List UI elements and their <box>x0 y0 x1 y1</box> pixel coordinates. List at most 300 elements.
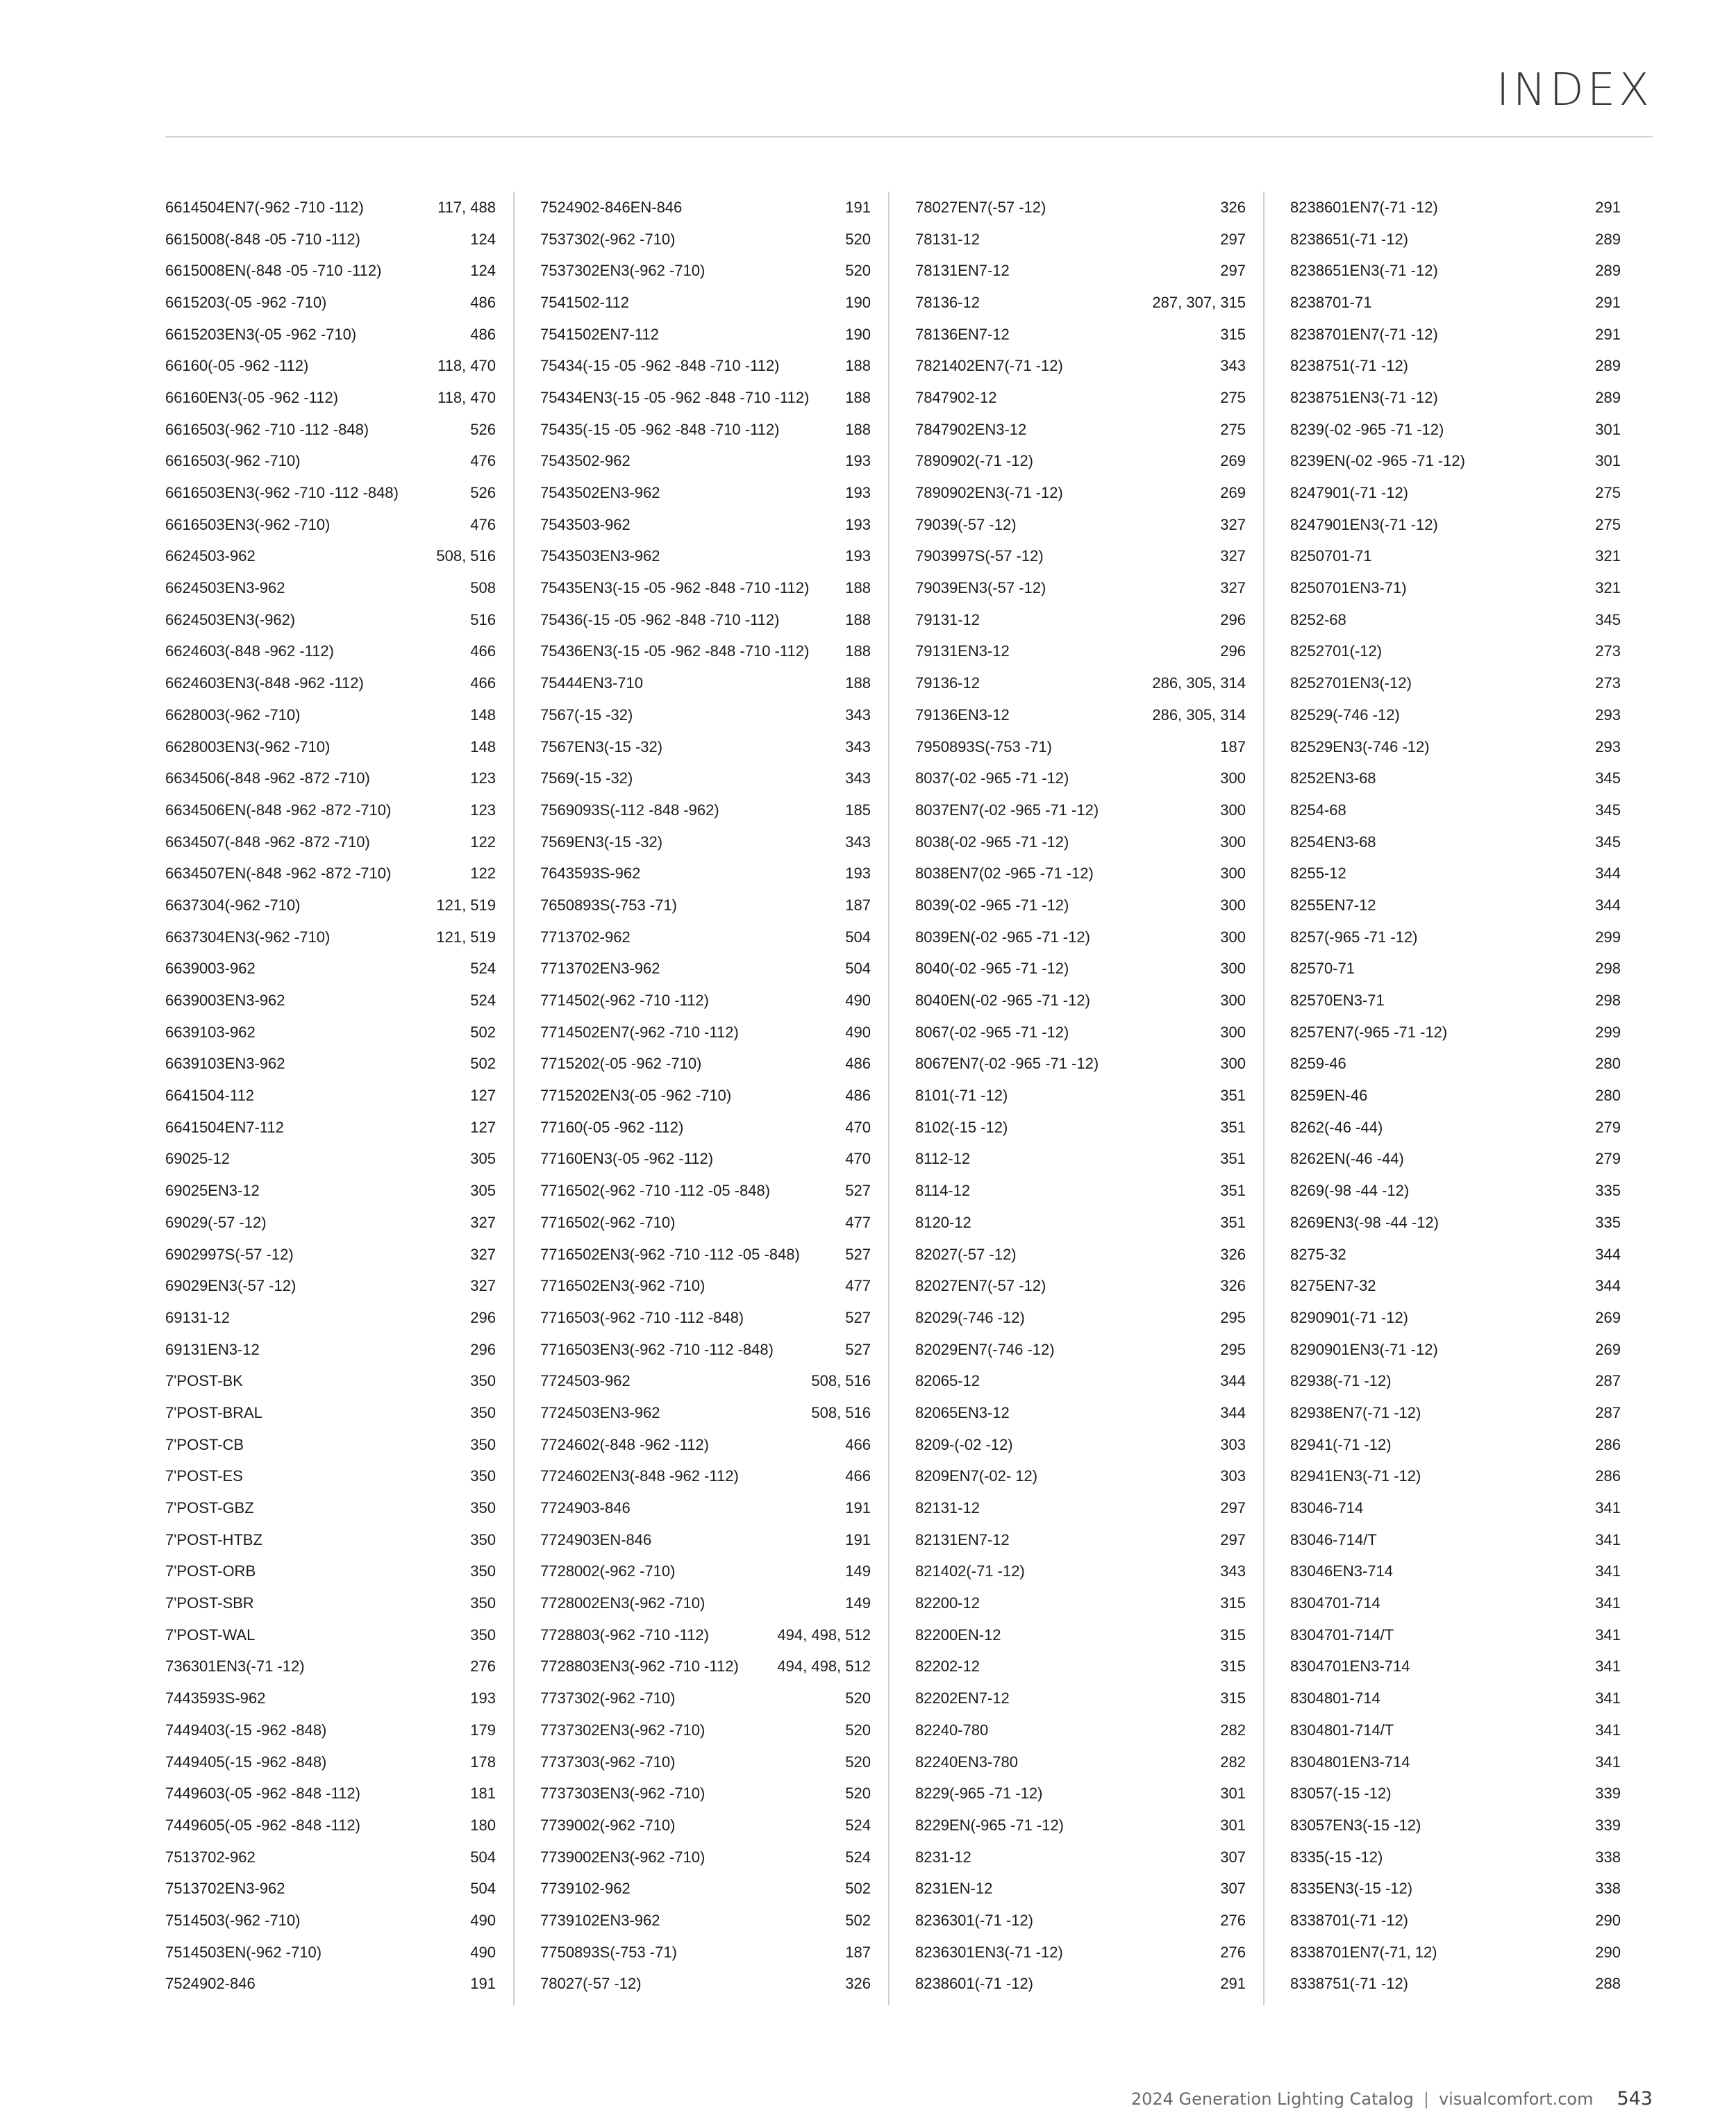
entry-page: 327 <box>1220 579 1246 597</box>
entry-page: 291 <box>1595 198 1621 216</box>
entry-page: 300 <box>1220 1055 1246 1073</box>
index-entry <box>540 1651 871 1683</box>
entry-sku: 82200EN-12 <box>915 1626 1001 1644</box>
entry-page: 188 <box>845 642 871 660</box>
index-entry <box>165 636 496 668</box>
entry-page: 121, 519 <box>436 896 496 914</box>
entry-sku: 8238651EN3(-71 -12) <box>1290 262 1438 280</box>
entry-sku: 8252701(-12) <box>1290 642 1383 660</box>
entry-page: 343 <box>845 833 871 851</box>
index-entry <box>165 1144 496 1176</box>
index-entry <box>915 1270 1246 1302</box>
index-entry <box>540 667 871 699</box>
entry-sku: 8039(-02 -965 -71 -12) <box>915 896 1069 914</box>
entry-sku: 6614504EN7(-962 -710 -112) <box>165 198 364 216</box>
entry-page: 307 <box>1220 1880 1246 1898</box>
index-entry <box>165 1746 496 1778</box>
index-entry <box>165 541 496 573</box>
entry-page: 476 <box>470 452 496 470</box>
entry-sku: 8252EN3-68 <box>1290 769 1376 787</box>
entry-sku: 82027EN7(-57 -12) <box>915 1277 1046 1295</box>
entry-page: 290 <box>1595 1943 1621 1961</box>
entry-sku: 8067(-02 -965 -71 -12) <box>915 1023 1069 1041</box>
entry-page: 269 <box>1595 1308 1621 1326</box>
index-entry <box>1290 446 1621 478</box>
index-entry <box>165 1461 496 1493</box>
index-entry <box>1290 1080 1621 1112</box>
entry-sku: 8236301(-71 -12) <box>915 1911 1034 1929</box>
entry-sku: 7716502(-962 -710) <box>540 1213 676 1231</box>
entry-page: 527 <box>845 1308 871 1326</box>
index-entry <box>1290 1049 1621 1080</box>
entry-sku: 82065EN3-12 <box>915 1403 1010 1421</box>
entry-sku: 79039EN3(-57 -12) <box>915 579 1046 597</box>
index-entry <box>915 541 1246 573</box>
entry-page: 350 <box>470 1626 496 1644</box>
entry-sku: 6616503(-962 -710) <box>165 452 301 470</box>
entry-sku: 8269(-98 -44 -12) <box>1290 1182 1410 1200</box>
entry-sku: 83046-714/T <box>1290 1530 1377 1548</box>
entry-sku: 7'POST-ORB <box>165 1562 256 1580</box>
index-entry <box>915 1873 1246 1905</box>
entry-page: 490 <box>470 1911 496 1929</box>
index-entry <box>165 826 496 858</box>
entry-page: 350 <box>470 1594 496 1612</box>
entry-sku: 8040EN(-02 -965 -71 -12) <box>915 992 1090 1010</box>
entry-page: 297 <box>1220 230 1246 248</box>
index-entry <box>1290 414 1621 446</box>
entry-page: 297 <box>1220 1530 1246 1548</box>
index-entry <box>165 224 496 256</box>
entry-sku: 6615203EN3(-05 -962 -710) <box>165 325 357 343</box>
index-entry <box>1290 1112 1621 1144</box>
index-entry <box>1290 731 1621 763</box>
entry-sku: 7'POST-WAL <box>165 1626 256 1644</box>
index-entry <box>1290 1334 1621 1366</box>
index-entry <box>540 509 871 541</box>
index-entry <box>915 1905 1246 1937</box>
entry-page: 508, 516 <box>811 1372 871 1390</box>
entry-sku: 7821402EN7(-71 -12) <box>915 357 1063 375</box>
entry-page: 191 <box>845 1530 871 1548</box>
entry-sku: 7739002EN3(-962 -710) <box>540 1848 706 1866</box>
entry-page: 502 <box>845 1911 871 1929</box>
entry-sku: 7715202EN3(-05 -962 -710) <box>540 1087 732 1105</box>
index-entry <box>165 1778 496 1810</box>
entry-sku: 7449603(-05 -962 -848 -112) <box>165 1785 360 1803</box>
entry-sku: 75436EN3(-15 -05 -962 -848 -710 -112) <box>540 642 810 660</box>
entry-sku: 82570-71 <box>1290 960 1355 978</box>
index-entry <box>915 1080 1246 1112</box>
entry-sku: 8038EN7(02 -965 -71 -12) <box>915 864 1094 883</box>
entry-page: 123 <box>470 801 496 819</box>
entry-sku: 8229EN(-965 -71 -12) <box>915 1816 1065 1834</box>
entry-page: 502 <box>470 1055 496 1073</box>
entry-sku: 8250701EN3-71) <box>1290 579 1407 597</box>
entry-page: 287 <box>1595 1372 1621 1390</box>
entry-sku: 8304801EN3-714 <box>1290 1753 1410 1771</box>
index-entry <box>540 953 871 985</box>
index-entry <box>915 1365 1246 1397</box>
index-entry <box>540 762 871 794</box>
entry-sku: 7569093S(-112 -848 -962) <box>540 801 719 819</box>
index-entry <box>915 1746 1246 1778</box>
entry-page: 300 <box>1220 960 1246 978</box>
index-entry <box>1290 1714 1621 1746</box>
entry-sku: 8304701EN3-714 <box>1290 1657 1410 1676</box>
entry-page: 508, 516 <box>811 1403 871 1421</box>
index-entry <box>1290 319 1621 351</box>
index-entry <box>540 572 871 604</box>
entry-sku: 6624503EN3-962 <box>165 579 285 597</box>
entry-sku: 7724503EN3-962 <box>540 1403 660 1421</box>
entry-sku: 7737302(-962 -710) <box>540 1689 676 1707</box>
entry-page: 273 <box>1595 674 1621 692</box>
index-entry <box>540 731 871 763</box>
index-entry <box>165 985 496 1017</box>
entry-sku: 75434(-15 -05 -962 -848 -710 -112) <box>540 357 780 375</box>
index-entry <box>1290 858 1621 889</box>
entry-sku: 7567EN3(-15 -32) <box>540 737 663 755</box>
entry-sku: 75436(-15 -05 -962 -848 -710 -112) <box>540 610 780 628</box>
entry-sku: 8039EN(-02 -965 -71 -12) <box>915 928 1090 946</box>
entry-sku: 82941(-71 -12) <box>1290 1435 1392 1453</box>
entry-sku: 7449403(-15 -962 -848) <box>165 1721 327 1739</box>
index-entry <box>915 731 1246 763</box>
entry-sku: 8255EN7-12 <box>1290 896 1376 914</box>
index-entry <box>165 858 496 889</box>
entry-sku: 7541502-112 <box>540 293 630 311</box>
entry-sku: 7728002(-962 -710) <box>540 1562 676 1580</box>
index-entry <box>165 350 496 382</box>
entry-sku: 7'POST-HTBZ <box>165 1530 262 1548</box>
index-entry <box>165 1334 496 1366</box>
index-entry <box>540 1049 871 1080</box>
entry-sku: 7728002EN3(-962 -710) <box>540 1594 706 1612</box>
entry-sku: 6637304(-962 -710) <box>165 896 301 914</box>
index-entry <box>540 1239 871 1271</box>
entry-page: 122 <box>470 833 496 851</box>
index-entry <box>165 1049 496 1080</box>
entry-page: 190 <box>845 325 871 343</box>
index-entry <box>540 1556 871 1588</box>
entry-sku: 8236301EN3(-71 -12) <box>915 1943 1063 1961</box>
entry-page: 350 <box>470 1467 496 1485</box>
entry-sku: 82529(-746 -12) <box>1290 705 1400 724</box>
entry-sku: 82529EN3(-746 -12) <box>1290 737 1430 755</box>
index-entry <box>165 1524 496 1556</box>
index-entry <box>540 446 871 478</box>
index-entry <box>1290 1144 1621 1176</box>
index-entry <box>165 1682 496 1714</box>
index-entry <box>915 1397 1246 1429</box>
entry-sku: 7737303EN3(-962 -710) <box>540 1785 706 1803</box>
index-column-2 <box>540 192 871 2000</box>
entry-page: 466 <box>470 642 496 660</box>
entry-sku: 7714502EN7(-962 -710 -112) <box>540 1023 739 1041</box>
index-entry <box>915 350 1246 382</box>
entry-sku: 82029(-746 -12) <box>915 1308 1025 1326</box>
entry-page: 149 <box>845 1562 871 1580</box>
index-entry <box>540 319 871 351</box>
index-entry <box>915 1017 1246 1049</box>
entry-sku: 8120-12 <box>915 1213 971 1231</box>
index-entry <box>1290 1429 1621 1461</box>
entry-page: 466 <box>845 1467 871 1485</box>
entry-page: 286 <box>1595 1467 1621 1485</box>
entry-page: 338 <box>1595 1880 1621 1898</box>
entry-page: 295 <box>1220 1308 1246 1326</box>
entry-page: 466 <box>470 674 496 692</box>
entry-sku: 6639003-962 <box>165 960 256 978</box>
entry-page: 476 <box>470 515 496 533</box>
index-entry <box>915 509 1246 541</box>
index-entry <box>165 1651 496 1683</box>
entry-sku: 8114-12 <box>915 1182 971 1200</box>
entry-page: 300 <box>1220 833 1246 851</box>
index-entry <box>915 1429 1246 1461</box>
entry-page: 287, 307, 315 <box>1152 293 1246 311</box>
entry-page: 269 <box>1220 484 1246 502</box>
entry-page: 524 <box>845 1816 871 1834</box>
entry-sku: 7847902-12 <box>915 388 997 406</box>
entry-page: 321 <box>1595 547 1621 565</box>
entry-page: 527 <box>845 1182 871 1200</box>
entry-sku: 8304701-714 <box>1290 1594 1380 1612</box>
entry-sku: 69029(-57 -12) <box>165 1213 267 1231</box>
entry-page: 339 <box>1595 1816 1621 1834</box>
footer-catalog: 2024 Generation Lighting Catalog <box>1130 2089 1414 2109</box>
entry-page: 343 <box>1220 1562 1246 1580</box>
entry-sku: 7903997S(-57 -12) <box>915 547 1044 565</box>
index-entry <box>1290 1365 1621 1397</box>
index-entry <box>165 604 496 636</box>
entry-page: 127 <box>470 1118 496 1136</box>
index-entry <box>915 572 1246 604</box>
entry-sku: 8231-12 <box>915 1848 971 1866</box>
index-entry <box>1290 1682 1621 1714</box>
entry-sku: 7643593S-962 <box>540 864 641 883</box>
entry-sku: 7715202(-05 -962 -710) <box>540 1055 702 1073</box>
index-entry <box>915 1587 1246 1619</box>
entry-sku: 7714502(-962 -710 -112) <box>540 992 709 1010</box>
entry-sku: 8238601(-71 -12) <box>915 1975 1034 1993</box>
entry-sku: 77160(-05 -962 -112) <box>540 1118 684 1136</box>
entry-sku: 6634506(-848 -962 -872 -710) <box>165 769 370 787</box>
entry-sku: 7543502-962 <box>540 452 631 470</box>
index-entry <box>1290 699 1621 731</box>
entry-page: 504 <box>470 1848 496 1866</box>
index-entry <box>915 1937 1246 1969</box>
index-entry <box>540 794 871 826</box>
entry-page: 296 <box>1220 642 1246 660</box>
entry-page: 279 <box>1595 1150 1621 1168</box>
entry-page: 180 <box>470 1816 496 1834</box>
entry-sku: 77160EN3(-05 -962 -112) <box>540 1150 714 1168</box>
entry-page: 470 <box>845 1150 871 1168</box>
index-entry <box>540 1682 871 1714</box>
entry-page: 289 <box>1595 230 1621 248</box>
index-entry <box>915 699 1246 731</box>
entry-page: 520 <box>845 1689 871 1707</box>
index-entry <box>165 1492 496 1524</box>
entry-page: 188 <box>845 610 871 628</box>
entry-page: 351 <box>1220 1118 1246 1136</box>
index-entry <box>165 1841 496 1873</box>
entry-page: 344 <box>1595 864 1621 883</box>
index-entry <box>915 921 1246 953</box>
entry-page: 289 <box>1595 262 1621 280</box>
entry-page: 122 <box>470 864 496 883</box>
entry-page: 520 <box>845 230 871 248</box>
entry-sku: 8101(-71 -12) <box>915 1087 1008 1105</box>
index-entry <box>915 1492 1246 1524</box>
index-entry <box>1290 287 1621 319</box>
entry-page: 345 <box>1595 833 1621 851</box>
index-entry <box>1290 1619 1621 1651</box>
entry-page: 321 <box>1595 579 1621 597</box>
index-entry <box>165 889 496 921</box>
entry-page: 275 <box>1220 388 1246 406</box>
index-entry <box>540 1365 871 1397</box>
entry-page: 280 <box>1595 1087 1621 1105</box>
entry-page: 351 <box>1220 1182 1246 1200</box>
index-entry <box>165 319 496 351</box>
index-entry <box>915 1714 1246 1746</box>
entry-page: 290 <box>1595 1911 1621 1929</box>
index-entry <box>540 985 871 1017</box>
entry-sku: 7724903-846 <box>540 1499 631 1517</box>
entry-page: 286, 305, 314 <box>1152 674 1246 692</box>
entry-page: 490 <box>845 1023 871 1041</box>
entry-page: 524 <box>845 1848 871 1866</box>
entry-page: 350 <box>470 1372 496 1390</box>
entry-page: 293 <box>1595 705 1621 724</box>
index-entry <box>1290 541 1621 573</box>
footer-website[interactable]: visualcomfort.com <box>1438 2089 1594 2109</box>
entry-page: 298 <box>1595 960 1621 978</box>
entry-sku: 8255-12 <box>1290 864 1346 883</box>
entry-sku: 7716502EN3(-962 -710 -112 -05 -848) <box>540 1245 800 1263</box>
index-entry <box>1290 1778 1621 1810</box>
entry-page: 289 <box>1595 388 1621 406</box>
entry-page: 341 <box>1595 1499 1621 1517</box>
entry-sku: 8338751(-71 -12) <box>1290 1975 1409 1993</box>
index-entry <box>540 1841 871 1873</box>
entry-sku: 6616503EN3(-962 -710) <box>165 515 331 533</box>
entry-sku: 8254-68 <box>1290 801 1346 819</box>
entry-sku: 69029EN3(-57 -12) <box>165 1277 297 1295</box>
entry-page: 502 <box>845 1880 871 1898</box>
index-entry <box>1290 636 1621 668</box>
index-entry <box>1290 255 1621 287</box>
entry-page: 341 <box>1595 1530 1621 1548</box>
entry-page: 191 <box>845 1499 871 1517</box>
index-entry <box>165 1239 496 1271</box>
entry-page: 275 <box>1595 484 1621 502</box>
entry-page: 300 <box>1220 1023 1246 1041</box>
entry-sku: 7443593S-962 <box>165 1689 266 1707</box>
index-entry <box>1290 985 1621 1017</box>
index-entry <box>1290 762 1621 794</box>
entry-sku: 8252701EN3(-12) <box>1290 674 1412 692</box>
index-entry <box>540 1461 871 1493</box>
index-entry <box>540 636 871 668</box>
entry-page: 504 <box>470 1880 496 1898</box>
entry-page: 193 <box>845 484 871 502</box>
entry-sku: 8037EN7(-02 -965 -71 -12) <box>915 801 1099 819</box>
index-entry <box>915 762 1246 794</box>
entry-page: 118, 470 <box>437 357 496 375</box>
entry-page: 179 <box>470 1721 496 1739</box>
entry-sku: 8250701-71 <box>1290 547 1372 565</box>
entry-page: 327 <box>470 1213 496 1231</box>
entry-sku: 8102(-15 -12) <box>915 1118 1008 1136</box>
entry-page: 315 <box>1220 1657 1246 1676</box>
entry-page: 301 <box>1595 420 1621 438</box>
entry-sku: 69025EN3-12 <box>165 1182 260 1200</box>
entry-sku: 8229(-965 -71 -12) <box>915 1785 1043 1803</box>
index-entry <box>915 1302 1246 1334</box>
index-entry <box>915 477 1246 509</box>
entry-sku: 79136EN3-12 <box>915 705 1010 724</box>
index-entry <box>165 1587 496 1619</box>
entry-sku: 6616503(-962 -710 -112 -848) <box>165 420 369 438</box>
entry-page: 273 <box>1595 642 1621 660</box>
entry-page: 524 <box>470 992 496 1010</box>
entry-page: 343 <box>845 705 871 724</box>
entry-sku: 8040(-02 -965 -71 -12) <box>915 960 1069 978</box>
entry-page: 287 <box>1595 1403 1621 1421</box>
entry-sku: 83057(-15 -12) <box>1290 1785 1392 1803</box>
entry-sku: 79131-12 <box>915 610 980 628</box>
index-entry <box>540 1873 871 1905</box>
entry-page: 185 <box>845 801 871 819</box>
index-entry <box>165 287 496 319</box>
entry-page: 527 <box>845 1245 871 1263</box>
entry-sku: 8239EN(-02 -965 -71 -12) <box>1290 452 1465 470</box>
entry-sku: 8338701EN7(-71, 12) <box>1290 1943 1437 1961</box>
entry-sku: 7716503(-962 -710 -112 -848) <box>540 1308 744 1326</box>
index-entry <box>915 1651 1246 1683</box>
index-entry <box>915 1239 1246 1271</box>
index-column-1 <box>165 192 496 2000</box>
entry-sku: 7514503EN(-962 -710) <box>165 1943 322 1961</box>
entry-page: 291 <box>1220 1975 1246 1993</box>
entry-sku: 7449605(-05 -962 -848 -112) <box>165 1816 360 1834</box>
entry-sku: 83057EN3(-15 -12) <box>1290 1816 1421 1834</box>
index-entry <box>165 192 496 224</box>
entry-sku: 75435(-15 -05 -962 -848 -710 -112) <box>540 420 780 438</box>
entry-page: 187 <box>845 896 871 914</box>
index-entry <box>165 1112 496 1144</box>
entry-page: 300 <box>1220 801 1246 819</box>
entry-sku: 8335EN3(-15 -12) <box>1290 1880 1413 1898</box>
index-entry <box>915 985 1246 1017</box>
footer-separator: | <box>1423 2089 1429 2109</box>
entry-page: 300 <box>1220 864 1246 883</box>
index-entry <box>915 889 1246 921</box>
index-entry <box>915 1778 1246 1810</box>
entry-page: 300 <box>1220 769 1246 787</box>
entry-sku: 6637304EN3(-962 -710) <box>165 928 331 946</box>
entry-sku: 82200-12 <box>915 1594 980 1612</box>
index-entry <box>540 1397 871 1429</box>
entry-page: 527 <box>845 1340 871 1358</box>
entry-page: 345 <box>1595 610 1621 628</box>
index-entry <box>1290 1524 1621 1556</box>
entry-sku: 78131EN7-12 <box>915 262 1010 280</box>
